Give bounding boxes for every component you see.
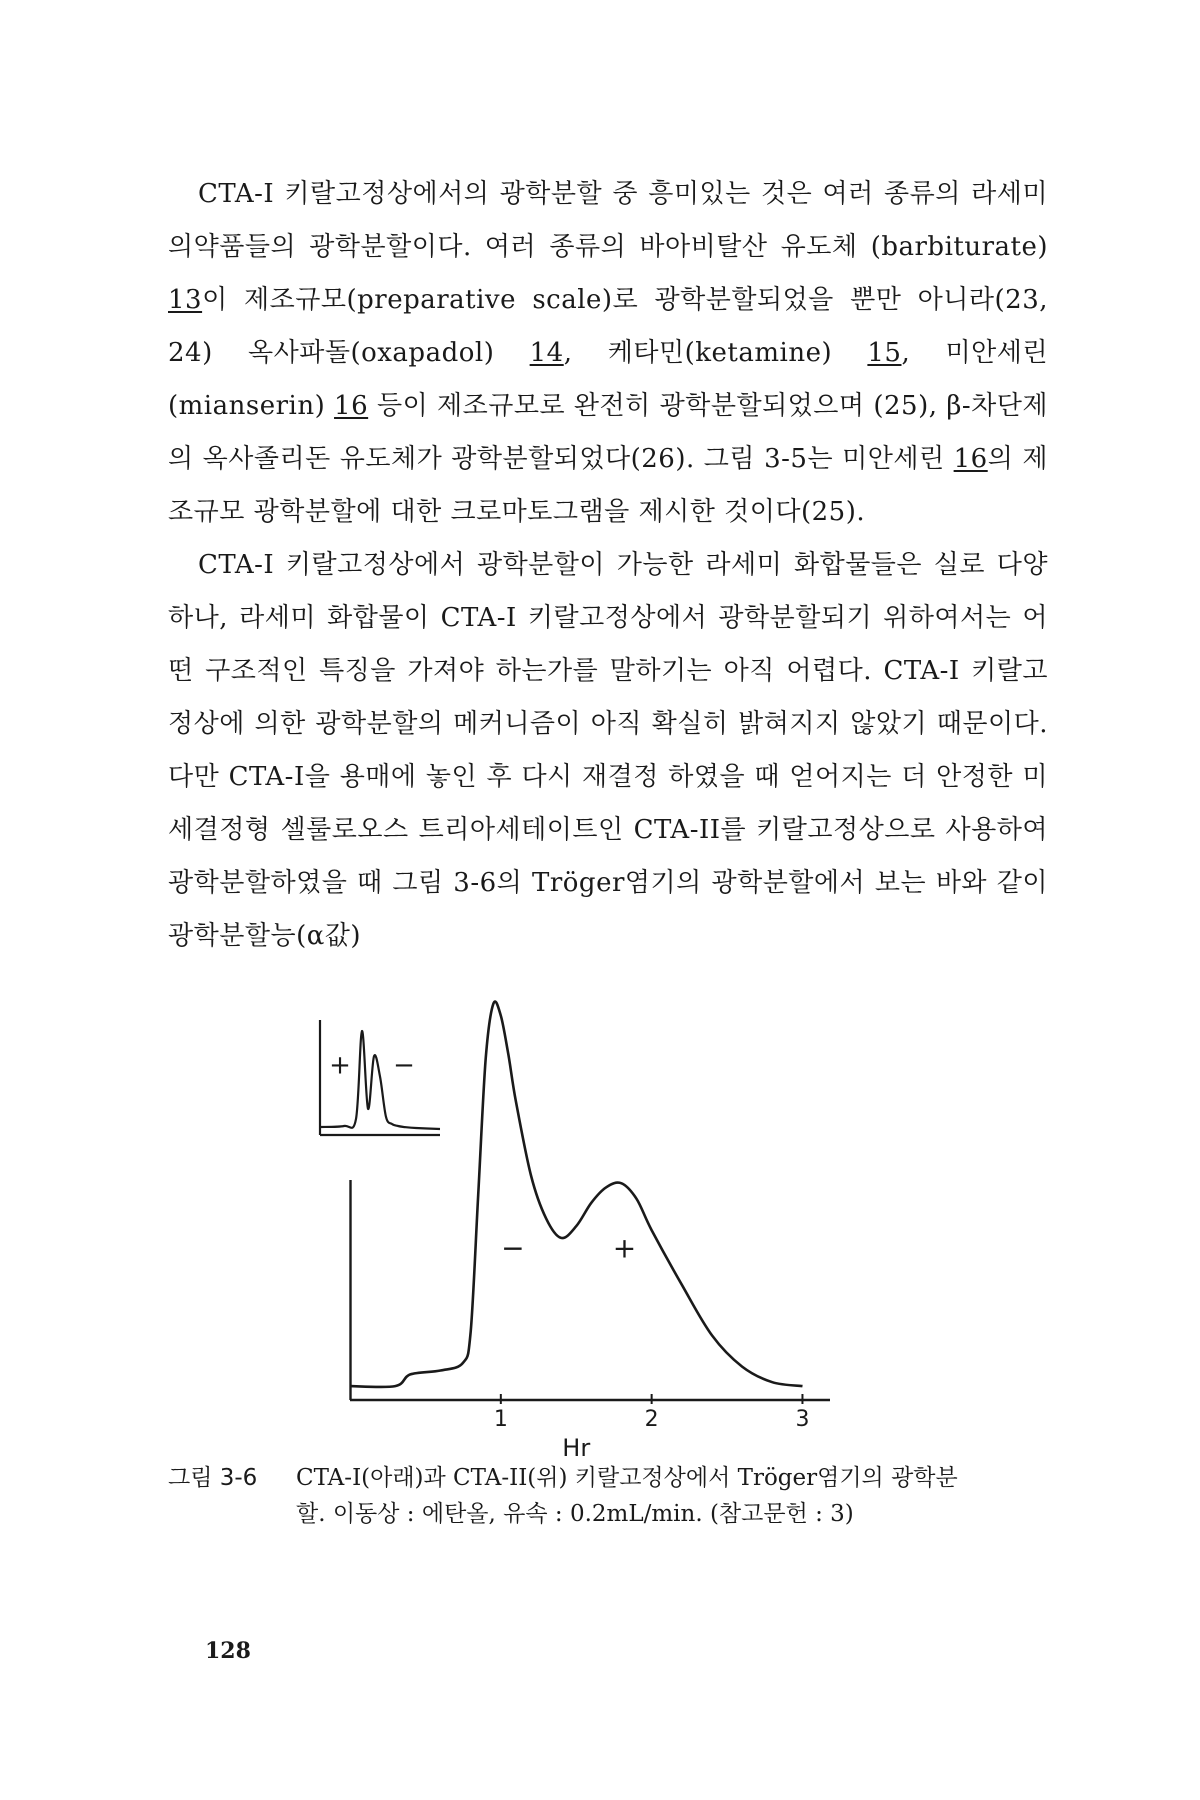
x-tick-label: 2 <box>644 1407 659 1432</box>
inset-peak-label: + <box>329 1050 351 1081</box>
page-number: 128 <box>205 1638 251 1664</box>
body-text <box>168 168 1048 963</box>
series-line-cta-i <box>350 1001 803 1386</box>
x-tick-label: 1 <box>493 1407 508 1432</box>
figure-caption <box>168 1460 1068 1532</box>
text-run: , 미안세린(mianserin) <box>168 338 1048 421</box>
x-tick-label: 3 <box>795 1407 810 1432</box>
inset-peak-label: − <box>393 1050 415 1081</box>
caption-line-1: CTA-I(아래)과 CTA-II(위) 키랄고정상에서 Tröger염기의 광학분 <box>296 1465 958 1491</box>
caption-label: 그림 3-6 <box>168 1465 258 1491</box>
text-run: 등이 제조규모로 완전히 광학분할되었으며 (25), β-차단제의 옥사졸리돈 유도체가 광학분할되었다(26). 그림 3-5는 미안세린 <box>168 391 1048 474</box>
text-run: 이 제조규모(preparative scale)로 광학분할되었을 뿐만 아니라(23, 24) 옥사파돌(oxapadol) <box>168 285 1048 368</box>
compound-ref-15: 15 <box>867 338 902 368</box>
caption-line-2: 할. 이동상 : 에탄올, 유속 : 0.2mL/min. (참고문헌 : 3) <box>296 1501 854 1527</box>
compound-ref-14: 14 <box>529 338 564 368</box>
paragraph-1 <box>168 168 1048 539</box>
chromatogram-chart <box>329 1000 930 1462</box>
paragraph-2: CTA-I 키랄고정상에서 광학분할이 가능한 라세미 화합물들은 실로 다양하나, 라세미 화합물이 CTA-I 키랄고정상에서 광학분할되기 위하여서는 어떤 구조적인 특징을 가져야 하는가를 말하기는 아직 어렵다. CTA-I 키랄고정상에 의한 광학분할의 메커니즘이 아직 확실히 밝혀지지 않았기 때문이다. 다만 CTA-I을 용매에 놓인 후 다시 재결정 하였을 때 얻어지는 더 안정한 미세결정형 셀룰로오스 트리아세테이트인 CTA-II를 키랄고정상으로 사용하여 광학분할하였을 때 그림 3-6의 Tröger염기의 광학분할에서 보는 바와 같이 광학분할능(α값) <box>168 550 1048 951</box>
compound-ref-16: 16 <box>953 444 988 474</box>
text-run: CTA-I 키랄고정상에서의 광학분할 중 흥미있는 것은 여러 종류의 라세미 의약품들의 광학분할이다. 여러 종류의 바아비탈산 유도체 (barbiturate) <box>168 179 1048 262</box>
text-run: 의 제조규모 광학분할에 대한 크로마토그램을 제시한 것이다(25). <box>168 444 1048 527</box>
compound-ref-16: 16 <box>334 391 369 421</box>
peak-label: + <box>612 1231 637 1265</box>
x-axis-label: Hr <box>562 1434 591 1462</box>
chromatogram-figure <box>329 1000 930 1462</box>
text-run: , 케타민(ketamine) <box>563 338 868 368</box>
compound-ref-13: 13 <box>168 285 203 315</box>
peak-label: − <box>501 1231 525 1265</box>
